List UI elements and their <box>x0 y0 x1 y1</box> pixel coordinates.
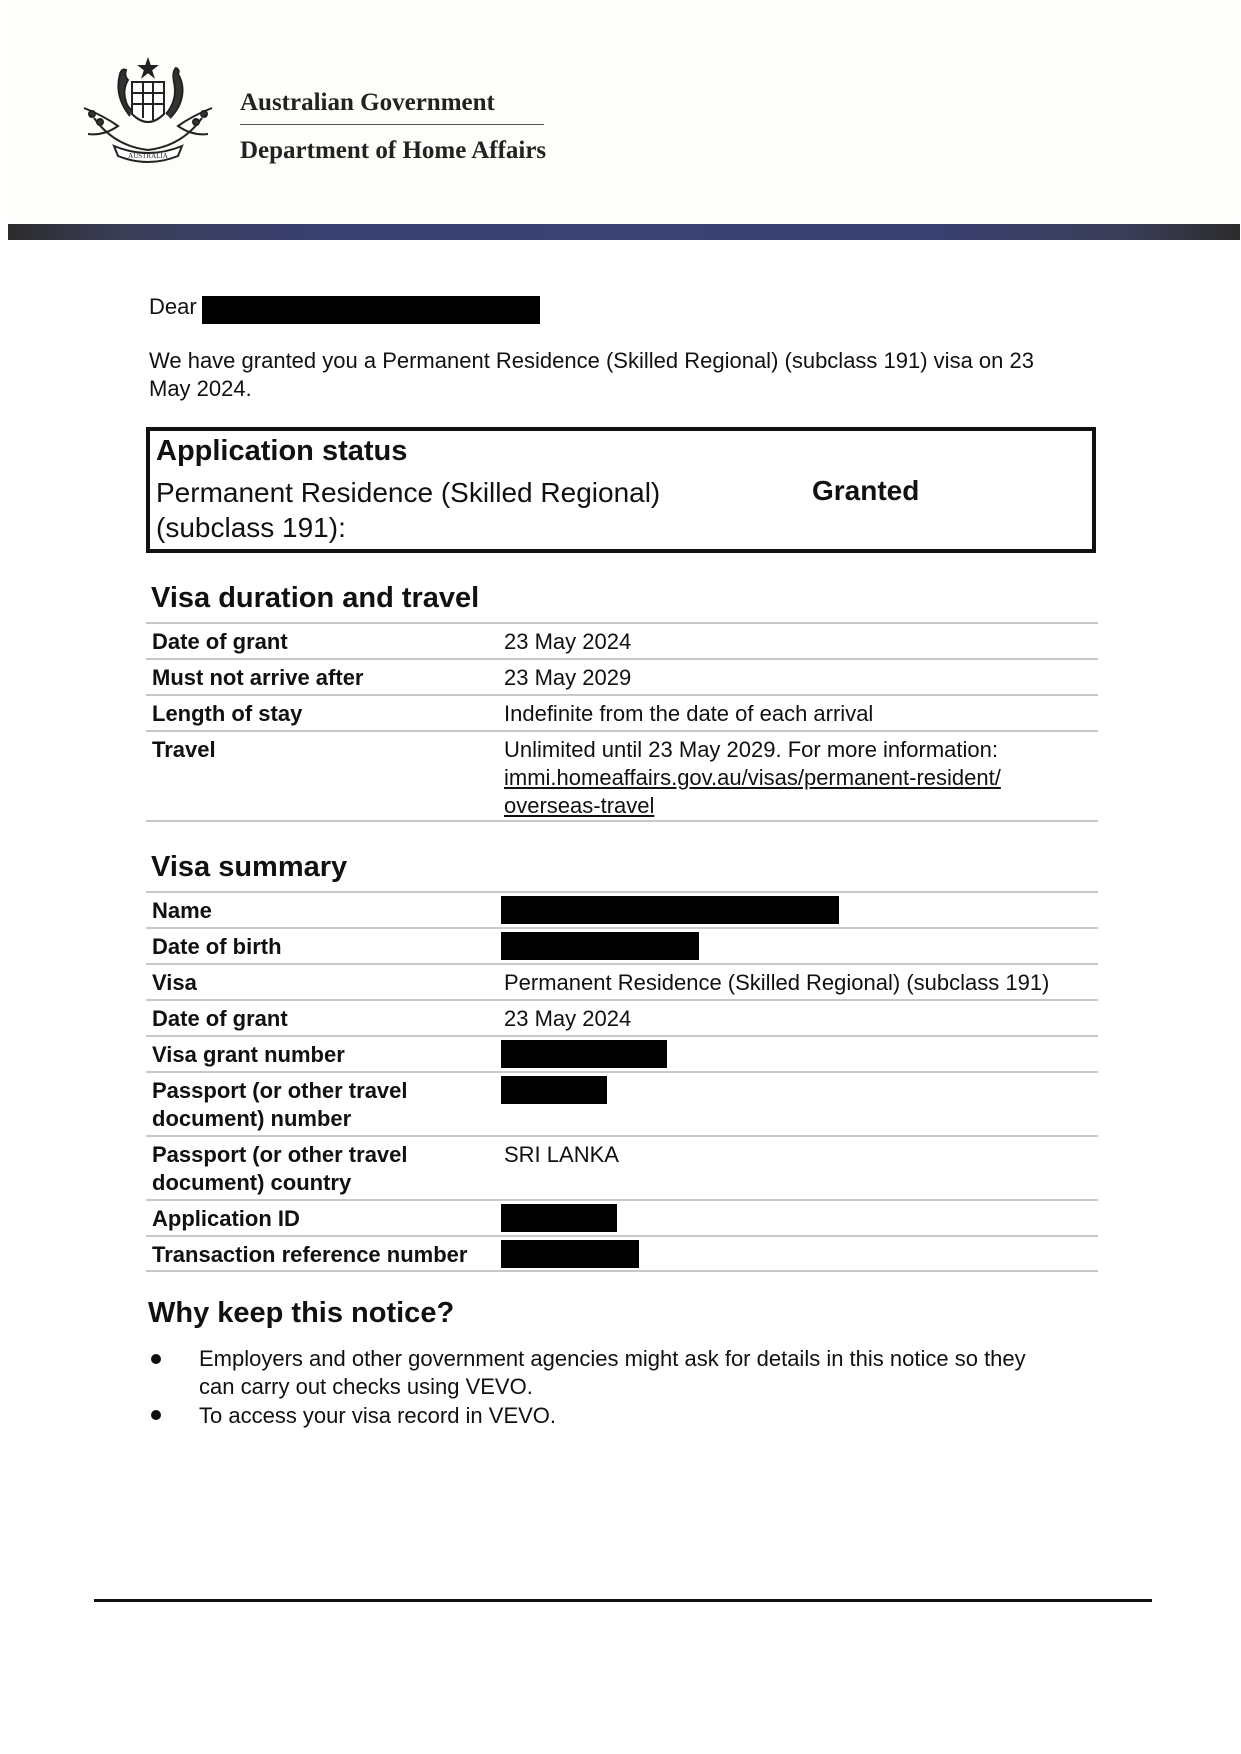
travel-info-link[interactable]: immi.homeaffairs.gov.au/visas/permanent-resident/ overseas-travel <box>504 765 1001 818</box>
why-bullet-1-line-1: Employers and other government agencies might ask for details in this notice so they <box>199 1346 1026 1371</box>
svg-text:AUSTRALIA: AUSTRALIA <box>128 152 168 160</box>
table-row: Date of birth <box>146 927 1098 963</box>
duration-section-title: Visa duration and travel <box>151 582 480 614</box>
table-row: Transaction reference number <box>146 1235 1098 1272</box>
redacted-application-id <box>501 1204 617 1232</box>
table-row: Length of stay Indefinite from the date of each arrival <box>146 694 1098 730</box>
summary-section-title: Visa summary <box>151 851 348 883</box>
table-row: Visa grant number <box>146 1035 1098 1071</box>
status-value: Granted <box>812 475 920 506</box>
coat-of-arms-icon <box>74 56 222 168</box>
footer-divider <box>94 1599 1152 1602</box>
table-row: Visa Permanent Residence (Skilled Regional) (subclass 191) <box>146 963 1098 999</box>
duration-table <box>146 622 1098 822</box>
redacted-passport-number <box>501 1076 607 1104</box>
letterhead-divider <box>240 124 544 125</box>
government-name: Australian Government <box>240 89 495 116</box>
department-name: Department of Home Affairs <box>240 137 547 164</box>
redacted-name <box>501 896 839 924</box>
redacted-recipient-name <box>202 296 540 324</box>
why-bullet-1-line-2: can carry out checks using VEVO. <box>199 1374 533 1399</box>
table-row: Date of grant 23 May 2024 <box>146 999 1098 1035</box>
table-row: Name <box>146 891 1098 927</box>
redacted-visa-grant-number <box>501 1040 667 1068</box>
table-row: Application ID <box>146 1199 1098 1235</box>
status-title: Application status <box>156 435 408 467</box>
table-row: Must not arrive after 23 May 2029 <box>146 658 1098 694</box>
intro-line-2: May 2024. <box>149 376 252 401</box>
redacted-transaction-reference <box>501 1240 639 1268</box>
intro-line-1: We have granted you a Permanent Residence (Skilled Regional) (subclass 191) visa on 23 <box>149 348 1034 373</box>
why-bullet-2: To access your visa record in VEVO. <box>199 1403 557 1428</box>
table-row: Passport (or other travel document) country SRI LANKA <box>146 1135 1098 1199</box>
status-visa-label: Permanent Residence (Skilled Regional) (subclass 191): <box>156 477 661 543</box>
table-row: Date of grant 23 May 2024 <box>146 622 1098 658</box>
bullet-icon <box>151 1354 161 1364</box>
letterhead <box>8 0 1240 222</box>
application-status-box <box>146 427 1096 553</box>
table-row: Travel Unlimited until 23 May 2029. For more information: immi.homeaffairs.gov.au/visas/permanent-resident/ overseas-travel <box>146 730 1098 822</box>
table-row: Passport (or other travel document) number <box>146 1071 1098 1135</box>
summary-table <box>146 891 1098 1272</box>
salutation: Dear <box>149 294 197 319</box>
why-section-title: Why keep this notice? <box>148 1297 455 1329</box>
bullet-icon <box>151 1410 161 1420</box>
redacted-date-of-birth <box>501 932 699 960</box>
header-banner-bar <box>8 224 1240 240</box>
